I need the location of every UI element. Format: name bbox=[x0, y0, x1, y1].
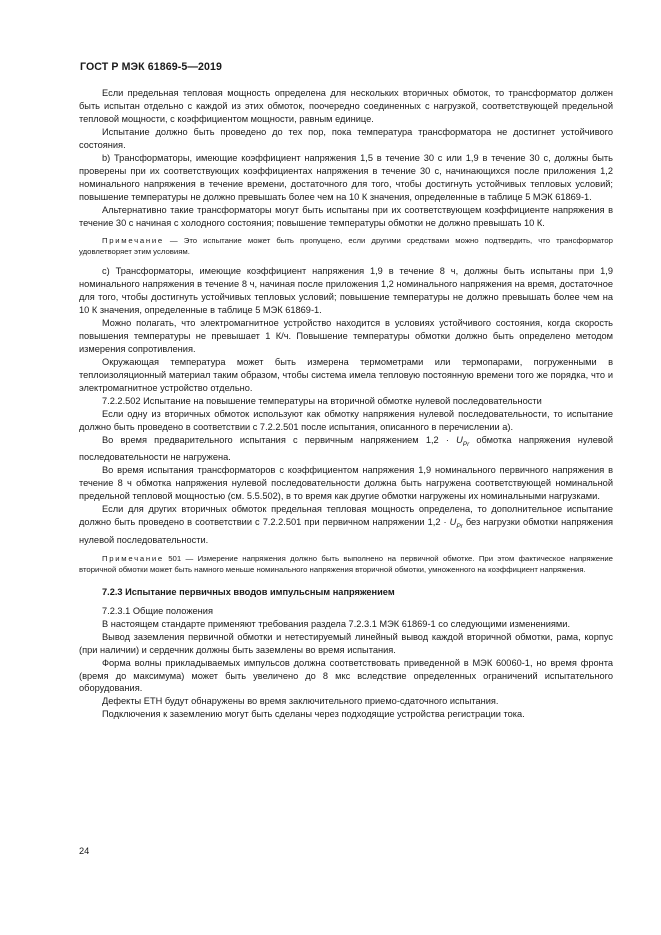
subsection-title: 7.2.2.502 Испытание на повышение температуры на вторичной обмотке нулевой последовательности bbox=[102, 395, 542, 406]
paragraph: В настоящем стандарте применяют требования раздела 7.2.3.1 МЭК 61869-1 со следующими изменениями. bbox=[102, 618, 571, 629]
paragraph: Подключения к заземлению могут быть сделаны через подходящие устройства регистрации тока. bbox=[102, 709, 525, 720]
paragraph: Форма волны прикладываемых импульсов должна соответствовать приведенной в МЭК 60060-1, но время фронта (время до максимума) может быть увеличено до 8 мкс вследствие определенных ограничений испытательного оборудования. bbox=[79, 657, 613, 694]
note-label: Примечание bbox=[102, 236, 164, 246]
paragraph: Во время предварительного испытания с первичным напряжением $1,2 \cdot U_{Pr}$ обмотка напряжения нулевой последовательности не нагружена. bbox=[79, 434, 613, 463]
paragraph: Если для других вторичных обмоток предельная тепловая мощность определена, то дополнительное испытание должно быть проведено в соответствии с 7.2.2.501 при первичном напряжении $1,2 \cdot U_{Pr}$ без нагрузки обмотки напряжения нулевой последовательности. bbox=[79, 504, 614, 546]
paragraph: Если одну из вторичных обмоток используют как обмотку напряжения нулевой последовательности, то испытание должно быть проведено в соответствии с 7.2.2.501 после испытания, описанного в перечислении а). bbox=[79, 408, 613, 432]
voltage-symbol: U bbox=[449, 517, 457, 528]
note-text: 501 — Измерение напряжения должно быть выполнено на первичной обмотке. При этом фактическое напряжение вторичной обмотки может быть намного меньше номинального напряжения вторичной обмотки, умноженного на коэффициент напряжения. bbox=[79, 554, 613, 574]
note-label: Примечание bbox=[102, 554, 164, 563]
paragraph: Во время испытания трансформаторов с коэффициентом напряжения 1,9 номинального первичного напряжения в течение 8 ч обмотка напряжения нулевой последовательности должна быть нагружена соответствующей номинальной предельной тепловой мощностью (см. 5.5.502), в то время как другие обмотки нагружены их номинальными нагрузками. bbox=[79, 465, 613, 502]
paragraph: Дефекты ЕТН будут обнаружены во время заключительного приемо-сдаточного испытания. bbox=[102, 696, 499, 707]
paragraph: Альтернативно такие трансформаторы могут быть испытаны при их соответствующем коэффициенте напряжения в течение 30 с начиная с холодного состояния; повышение температуры обмотки не должно превышать 10 К. bbox=[79, 204, 613, 228]
paragraph: Если предельная тепловая мощность определена для нескольких вторичных обмоток, то трансформатор должен быть испытан отдельно с каждой из этих обмоток, поочередно соединенных с нагрузкой, соответствующей предельной тепловой мощности, с коэффициентом мощности, равным единице. bbox=[79, 88, 613, 124]
paragraph: Можно полагать, что электромагнитное устройство находится в условиях устойчивого состояния, когда скорость повышения температуры не превышает 1 К/ч. Повышение температуры обмотки должно быть определено методом измерения сопротивления. bbox=[79, 318, 613, 355]
paragraph: Испытание должно быть проведено до тех пор, пока температура трансформатора не достигнет устойчивого состояния. bbox=[79, 126, 613, 150]
paragraph: b) Трансформаторы, имеющие коэффициент напряжения 1,5 в течение 30 с или 1,9 в течение 30 с, должны быть проверены при их соответствующих коэффициентах напряжения в течение 30 с, начинающихся после приложения 1,2 номинального напряжения в течение времени, достаточного для того, чтобы достигнуть устойчивых тепловых условий; повышение температуры не должно превышать более чем на 10 К значения, определенные в таблице 5 МЭК 61869-1. bbox=[79, 152, 613, 202]
voltage-symbol: U bbox=[456, 434, 463, 445]
paragraph: с) Трансформаторы, имеющие коэффициент напряжения 1,9 в течение 8 ч, должны быть испытаны при 1,9 номинального напряжения в течение 8 ч, начиная после приложения 1,2 номинального напряжения на время, достаточное для того, чтобы достигнуть устойчивых тепловых условий; повышение температуры не должно превышать более чем на 10 К значения, определенные в таблице 5 МЭК 61869-1. bbox=[79, 266, 613, 316]
paragraph: Вывод заземления первичной обмотки и нетестируемый линейный вывод каждой вторичной обмотки, рама, корпус (при наличии) и сердечник должны быть заземлены во время испытания. bbox=[79, 631, 613, 655]
note bbox=[79, 554, 613, 576]
page-body bbox=[79, 87, 613, 721]
subsection-title: 7.2.3.1 Общие положения bbox=[102, 605, 213, 616]
section-heading: 7.2.3 Испытание первичных вводов импульсным напряжением bbox=[102, 586, 395, 597]
note bbox=[79, 236, 613, 258]
standard-header: ГОСТ Р МЭК 61869-5—2019 bbox=[80, 61, 223, 73]
paragraph: Окружающая температура может быть измерена термометрами или термопарами, погруженными в теплоизоляционный материал таким образом, чтобы система имела тепловую постоянную времени того же порядка, что и электромагнитное устройство отдельно. bbox=[79, 356, 613, 393]
page-number: 24 bbox=[79, 846, 90, 856]
note-text: — Это испытание может быть пропущено, если другими средствами можно подтвердить, что трансформатор удовлетворяет этим условиям. bbox=[79, 236, 613, 257]
